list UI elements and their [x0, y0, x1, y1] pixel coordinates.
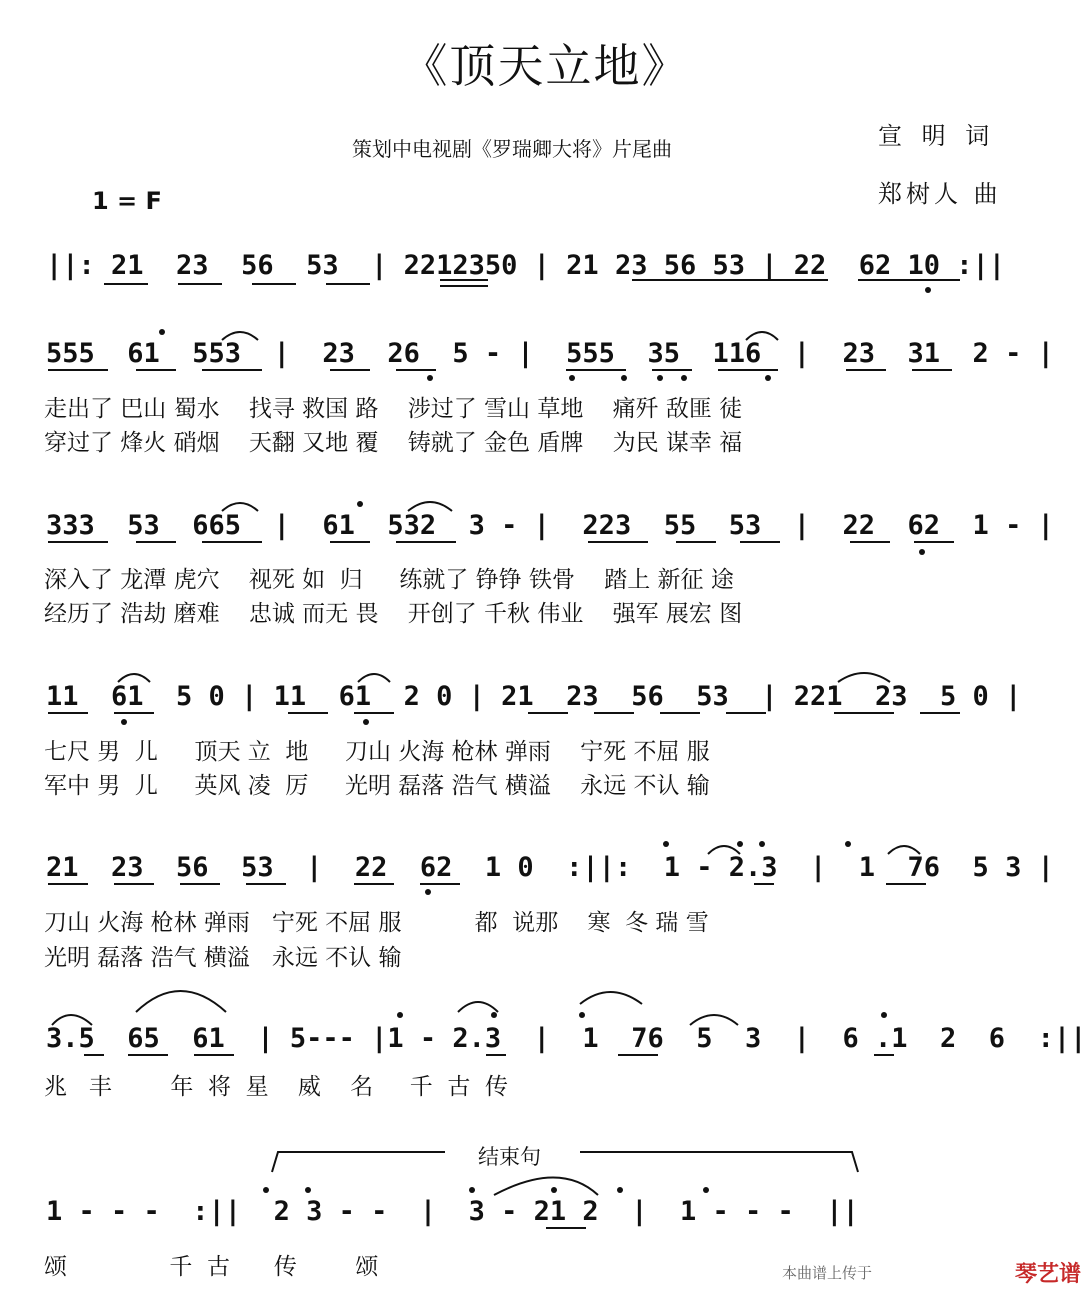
notation-line-1: ||: 21 23 56 53 | 2212350 | 21 23 56 53 | 22 62 10 :|| — [46, 250, 1006, 281]
upload-note: 本曲谱上传于 — [782, 1264, 873, 1282]
watermark-logo: 琴艺谱 — [1014, 1262, 1081, 1287]
lyricist-credit: 宣 明 词 — [878, 122, 996, 150]
key-signature: 1 = F — [92, 187, 162, 215]
lyrics-5-verse-2: 光明 磊落 浩气 横溢 永远 不认 输 — [44, 945, 402, 971]
lyrics-5-verse-1: 刀山 火海 枪林 弹雨 宁死 不屈 服 都 说那 寒 冬 瑞 雪 — [44, 910, 709, 936]
notation-line-2: 555 61 553 | 23 26 5 - | 555 35 116 | 23 31 2 - | — [46, 338, 1054, 369]
notation-line-3: 333 53 665 | 61 532 3 - | 223 55 53 | 22 62 1 - | — [46, 510, 1054, 541]
ending-label: 结束句 — [478, 1145, 541, 1169]
lyrics-7: 颂 千 古 传 颂 — [44, 1254, 379, 1280]
subtitle: 策划中电视剧《罗瑞卿大将》片尾曲 — [352, 137, 672, 161]
notation-line-5: 21 23 56 53 | 22 62 1 0 :||: 1 - 2.3 | 1 76 5 3 | — [46, 852, 1054, 883]
page-title: 《顶天立地》 — [401, 39, 690, 93]
lyrics-3-verse-1: 深入了 龙潭 虎穴 视死 如 归 练就了 铮铮 铁骨 踏上 新征 途 — [44, 567, 734, 593]
composer-credit: 郑树人 曲 — [878, 180, 1002, 208]
lyrics-6: 兆 丰 年 将 星 威 名 千 古 传 — [44, 1074, 508, 1100]
lyrics-4-verse-1: 七尺 男 儿 顶天 立 地 刀山 火海 枪林 弹雨 宁死 不屈 服 — [44, 739, 710, 765]
notation-line-7: 1 - - - :|| 2 3 - - | 3 - 21 2 | 1 - - - || — [46, 1196, 859, 1227]
lyrics-4-verse-2: 军中 男 儿 英风 凌 厉 光明 磊落 浩气 横溢 永远 不认 输 — [44, 773, 710, 799]
lyrics-2-verse-2: 穿过了 烽火 硝烟 天翻 又地 覆 铸就了 金色 盾牌 为民 谋幸 福 — [44, 430, 743, 456]
notation-line-6: 3.5 65 61 | 5--- |1 - 2.3 | 1 76 5 3 | 6 .1 2 6 :|| — [46, 1023, 1087, 1054]
notation-line-4: 11 61 5 0 | 11 61 2 0 | 21 23 56 53 | 221 23 5 0 | — [46, 681, 1022, 712]
lyrics-2-verse-1: 走出了 巴山 蜀水 找寻 救国 路 涉过了 雪山 草地 痛歼 敌匪 徒 — [44, 396, 743, 422]
lyrics-3-verse-2: 经历了 浩劫 磨难 忠诚 而无 畏 开创了 千秋 伟业 强军 展宏 图 — [44, 601, 743, 627]
